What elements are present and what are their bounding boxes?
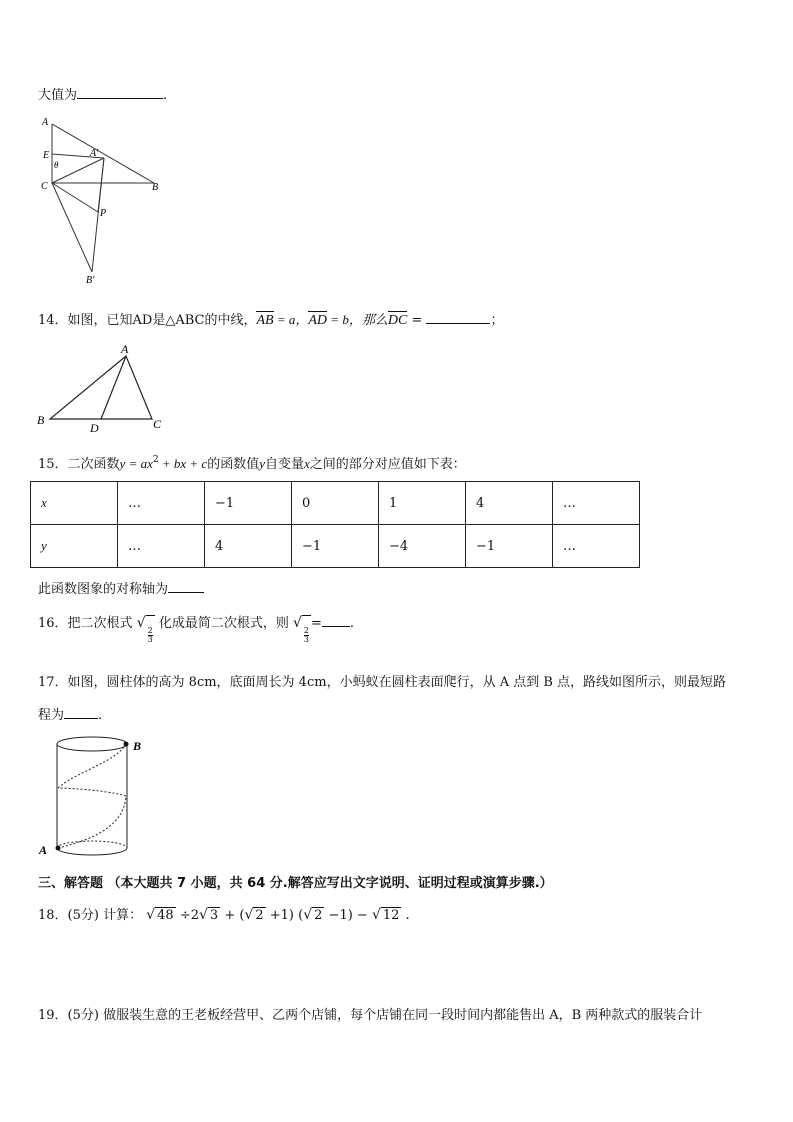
table-cell: −1 <box>292 525 379 568</box>
table-cell: … <box>118 482 205 525</box>
q14-figure <box>34 340 174 434</box>
point-b-dot <box>124 742 129 747</box>
label-B: B <box>133 739 142 753</box>
label-A: A <box>39 843 48 857</box>
value-table <box>30 481 640 568</box>
vector-ab: AB <box>256 313 274 328</box>
label-B: B <box>152 182 159 193</box>
table-cell: −4 <box>379 525 466 568</box>
radical-48: √ 48 <box>146 907 174 923</box>
label-B: B <box>37 413 45 427</box>
table-row <box>31 482 640 525</box>
label-A: A <box>42 117 49 128</box>
q19-text: 19．(5分) 做服装生意的王老板经营甲、乙两个店铺，每个店铺在同一段时间内都能售出 A，B 两种款式的服装合计 <box>38 1008 703 1023</box>
q14-text: 14．如图，已知AD是△ABC的中线，AB = a，AD = b，那么DC = ； <box>38 312 504 328</box>
q15-text: 15．二次函数$y = ax^2$ + bx + c的函数值y自变量x之间的部分对应值如下表： <box>38 455 466 472</box>
q15-after: 此函数图象的对称轴为 <box>38 578 204 597</box>
label-B-prime: B′ <box>86 275 95 286</box>
answer-blank <box>322 614 350 627</box>
vector-ad: AD <box>308 313 328 328</box>
table-cell: … <box>553 525 640 568</box>
table-cell: … <box>553 482 640 525</box>
label-theta: θ <box>54 160 59 170</box>
label-D: D <box>90 421 99 434</box>
label-C: C <box>153 417 162 431</box>
table-cell: x <box>31 482 118 525</box>
point-a-dot <box>56 846 61 851</box>
q16-text: 16．把二次根式 √ $\frac{2}{3}$ 化成最简二次根式，则 √ $\frac{2}{3}$ = . <box>38 615 355 644</box>
table-cell: 4 <box>205 525 292 568</box>
q17-line2: 程为 . <box>38 708 103 723</box>
section-title: 三、解答题 （本大题共 7 小题，共 64 分.解答应写出文字说明、证明过程或演算步骤.） <box>38 876 553 891</box>
table-cell: −1 <box>205 482 292 525</box>
label-P: P <box>100 208 107 219</box>
vector-dc: DC <box>387 313 408 328</box>
radical-2: √ 2 <box>303 907 323 923</box>
table-cell: … <box>118 525 205 568</box>
radical-expression: √ $\frac{2}{3}$ <box>293 615 310 644</box>
q18-text: 18．(5分) 计算： √ 48 ÷2 √ 3 + ( √ 2 +1) ( √ 2 −1) − √ 12 . <box>38 907 410 923</box>
label-C: C <box>41 181 48 192</box>
table-cell: −1 <box>466 525 553 568</box>
table-row <box>31 525 640 568</box>
answer-blank <box>64 706 98 719</box>
label-A-prime: A′ <box>90 148 99 159</box>
answer-blank <box>168 580 204 593</box>
label-A: A <box>121 342 129 356</box>
table-cell: 0 <box>292 482 379 525</box>
radical-expression: √ $\frac{2}{3}$ <box>136 615 153 644</box>
label-E: E <box>43 150 50 161</box>
table-cell: 1 <box>379 482 466 525</box>
q17-cylinder-figure <box>36 732 156 860</box>
table-cell: y <box>31 525 118 568</box>
q13-figure <box>36 112 176 290</box>
q17-line1: 17．如图，圆柱体的高为 8cm，底面周长为 4cm，小蚂蚁在圆柱表面爬行，从 A 点到 B 点，路线如图所示，则最短路 <box>38 675 727 690</box>
radical-12: √ 12 <box>371 907 400 923</box>
q13-tail: 大值为 . <box>38 88 168 103</box>
radical-2: √ 2 <box>244 907 264 923</box>
answer-blank <box>426 311 490 324</box>
table-cell: 4 <box>466 482 553 525</box>
answer-blank <box>77 86 163 99</box>
radical-3: √ 3 <box>199 907 219 923</box>
